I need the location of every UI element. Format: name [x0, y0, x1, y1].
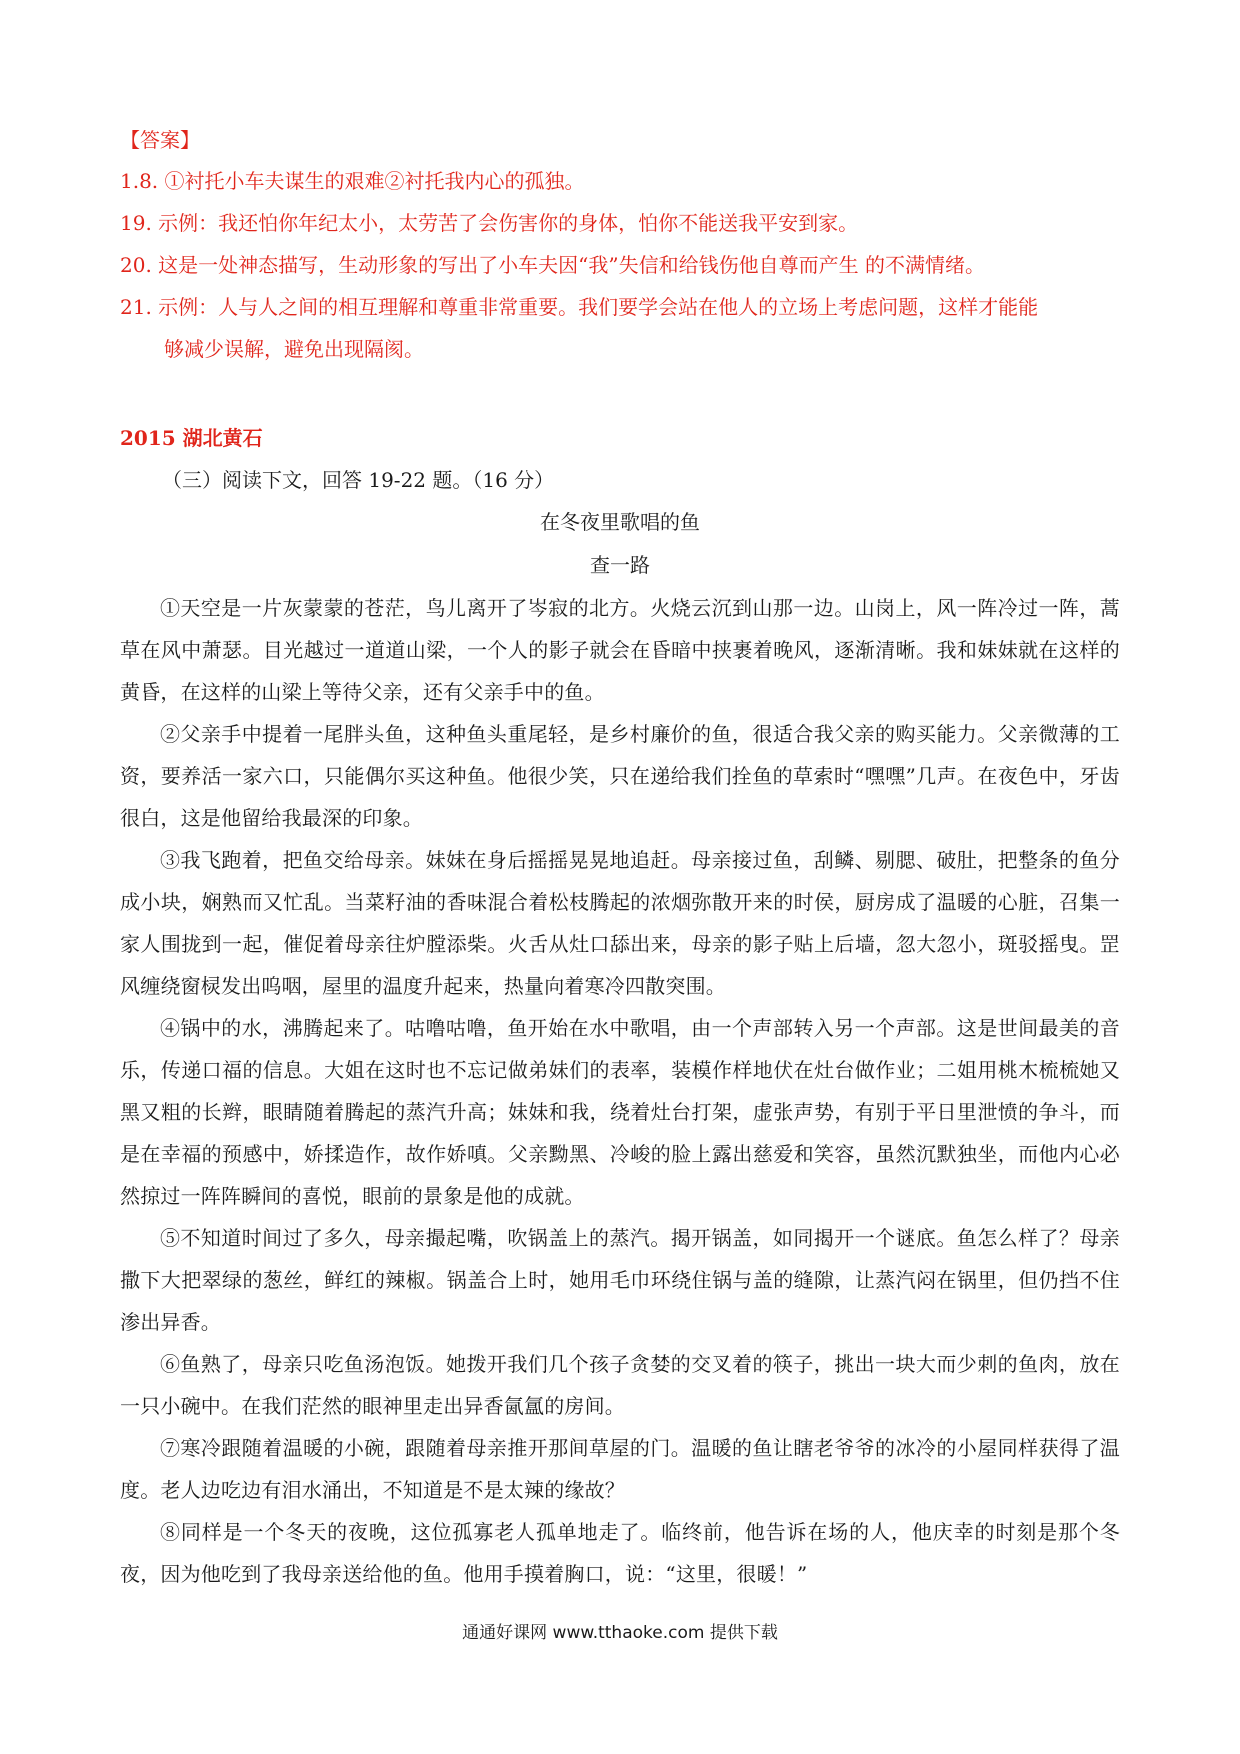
- article-title: 在冬夜里歌唱的鱼: [540, 510, 700, 534]
- article-author: 查一路: [590, 553, 650, 577]
- paragraph-5: ⑤不知道时间过了多久，母亲撮起嘴，吹锅盖上的蒸汽。揭开锅盖，如同揭开一个谜底。鱼怎么样了？母亲撒下大把翠绿的葱丝，鲜红的辣椒。锅盖合上时，她用毛巾环绕住锅与盖的缝隙，让蒸汽闷在锅里，但仍挡不住渗出异香。: [120, 1226, 1120, 1334]
- answer-21-continuation: 够减少误解，避免出现隔阂。: [164, 337, 424, 361]
- answer-21: 21. 示例：人与人之间的相互理解和尊重非常重要。我们要学会站在他人的立场上考虑问题，这样才能能: [120, 295, 1039, 319]
- paragraph-2: ②父亲手中提着一尾胖头鱼，这种鱼头重尾轻，是乡村廉价的鱼，很适合我父亲的购买能力。父亲微薄的工资，要养活一家六口，只能偶尔买这种鱼。他很少笑，只在递给我们拴鱼的草索时“嘿嘿”几声。在夜色中，牙齿很白，这是他留给我最深的印象。: [120, 722, 1120, 830]
- answer-20: 20. 这是一处神态描写，生动形象的写出了小车夫因“我”失信和给钱伤他自尊而产生 的不满情绪。: [120, 253, 985, 277]
- paragraph-4: ④锅中的水，沸腾起来了。咕噜咕噜，鱼开始在水中歌唱，由一个声部转入另一个声部。这是世间最美的音乐，传递口福的信息。大姐在这时也不忘记做弟妹们的表率，装模作样地伏在灶台做作业；二姐用桃木梳梳她又黑又粗的长辫，眼睛随着腾起的蒸汽升高；妹妹和我，绕着灶台打架，虚张声势，有别于平日里泄愤的争斗，而是在幸福的预感中，娇揉造作，故作娇嗔。父亲黝黑、冷峻的脸上露出慈爱和笑容，虽然沉默独坐，而他内心必然掠过一阵阵瞬间的喜悦，眼前的景象是他的成就。: [120, 1016, 1120, 1208]
- paragraph-1: ①天空是一片灰蒙蒙的苍茫，鸟儿离开了岑寂的北方。火烧云沉到山那一边。山岗上，风一阵冷过一阵，蒿草在风中萧瑟。目光越过一道道山梁，一个人的影子就会在昏暗中挟裹着晚风，逐渐清晰。我和妹妹就在这样的黄昏，在这样的山梁上等待父亲，还有父亲手中的鱼。: [120, 596, 1120, 704]
- article-body: [120, 587, 1120, 1595]
- page-footer: 通通好课网 www.tthaoke.com 提供下载: [462, 1623, 778, 1643]
- answer-19: 19. 示例：我还怕你年纪太小，太劳苦了会伤害你的身体，怕你不能送我平安到家。: [120, 211, 859, 235]
- answer-section: [120, 120, 1130, 370]
- question-intro: （三）阅读下文，回答 19-22 题。（16 分）: [162, 468, 555, 492]
- paragraph-3: ③我飞跑着，把鱼交给母亲。妹妹在身后摇摇晃晃地追赶。母亲接过鱼，刮鳞、剔腮、破肚，把整条的鱼分成小块，娴熟而又忙乱。当菜籽油的香味混合着松枝腾起的浓烟弥散开来的时侯，厨房成了温暖的心脏，召集一家人围拢到一起，催促着母亲往炉膛添柴。火舌从灶口舔出来，母亲的影子贴上后墙，忽大忽小，斑驳摇曳。罡风缠绕窗棂发出呜咽，屋里的温度升起来，热量向着寒冷四散突围。: [120, 848, 1120, 998]
- paragraph-8: ⑧同样是一个冬天的夜晚，这位孤寡老人孤单地走了。临终前，他告诉在场的人，他庆幸的时刻是那个冬夜，因为他吃到了我母亲送给他的鱼。他用手摸着胸口，说：“这里，很暖！”: [120, 1520, 1120, 1586]
- paragraph-6: ⑥鱼熟了，母亲只吃鱼汤泡饭。她拨开我们几个孩子贪婪的交叉着的筷子，挑出一块大而少刺的鱼肉，放在一只小碗中。在我们茫然的眼神里走出异香氤氲的房间。: [120, 1352, 1120, 1418]
- paragraph-7: ⑦寒冷跟随着温暖的小碗，跟随着母亲推开那间草屋的门。温暖的鱼让瞎老爷爷的冰冷的小屋同样获得了温度。老人边吃边有泪水涌出，不知道是不是太辣的缘故？: [120, 1436, 1120, 1502]
- answer-18: 1.8. ①衬托小车夫谋生的艰难②衬托我内心的孤独。: [120, 169, 585, 193]
- answer-heading: 【答案】: [120, 128, 200, 152]
- section-title: 2015 湖北黄石: [120, 426, 263, 450]
